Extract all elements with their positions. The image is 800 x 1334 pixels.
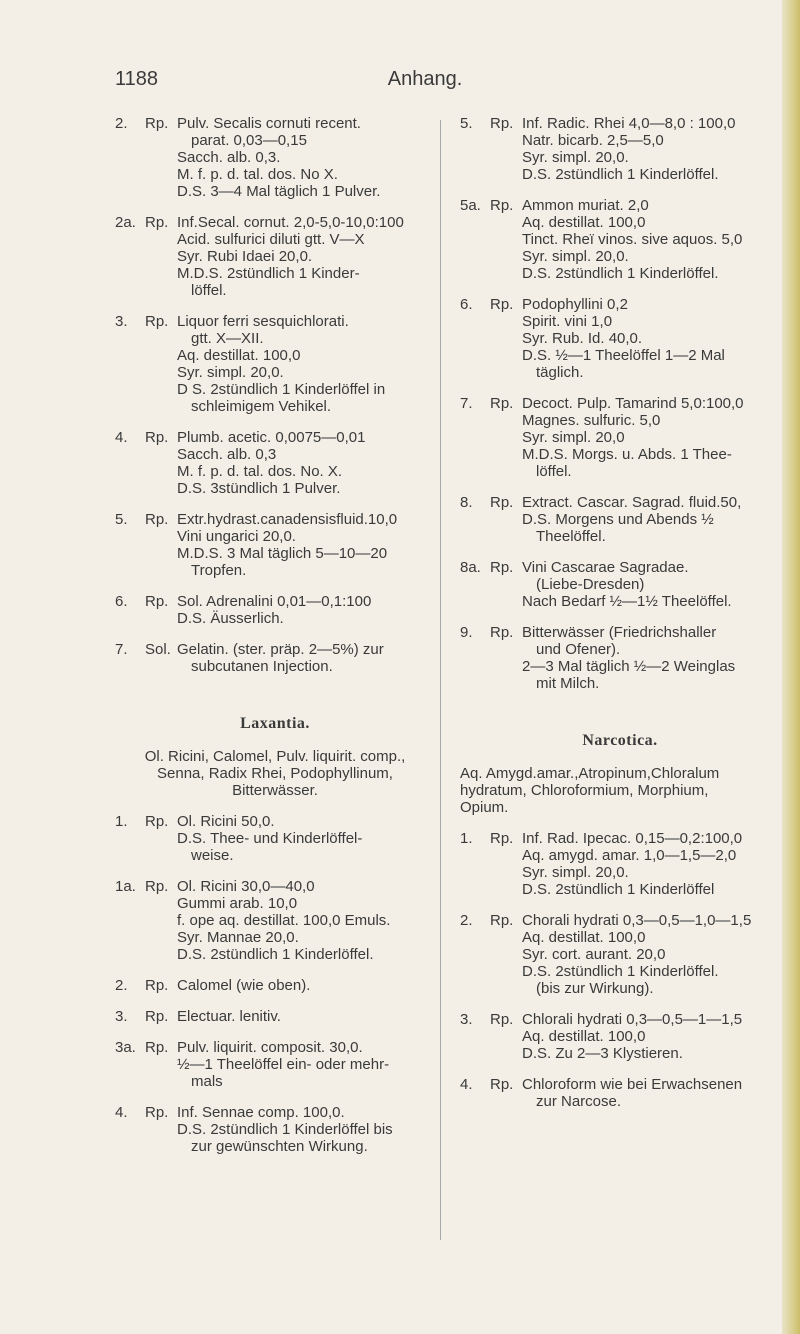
prescription-line: (bis zur Wirkung). — [536, 980, 654, 997]
prescription-number: 5. — [460, 115, 473, 132]
prescription-line: Inf. Radic. Rhei 4,0—8,0 : 100,0 — [522, 115, 736, 132]
prescription — [460, 296, 780, 381]
prescription-line: Gummi arab. 10,0 — [177, 895, 298, 912]
prescription-line: täglich. — [536, 364, 584, 381]
prescription — [115, 214, 435, 299]
running-head: Anhang. — [387, 68, 463, 90]
prescription-rp: Rp. — [145, 511, 169, 528]
prescription-line: Syr. simpl. 20,0. — [522, 149, 629, 166]
prescription-line: mit Milch. — [536, 675, 600, 692]
prescription-line: Syr. Mannae 20,0. — [177, 929, 299, 946]
prescription-number: 8a. — [460, 559, 481, 576]
prescription-number: 1. — [460, 830, 473, 847]
prescription — [115, 115, 435, 200]
prescription — [460, 494, 780, 545]
prescription-line: Ol. Ricini 30,0—40,0 — [177, 878, 315, 895]
prescription-rp: Rp. — [490, 197, 514, 214]
prescription-line: Pulv. liquirit. composit. 30,0. — [177, 1039, 363, 1056]
prescription-number: 6. — [460, 296, 473, 313]
prescription — [460, 559, 780, 610]
prescription — [115, 813, 435, 864]
prescription-line: Calomel (wie oben). — [177, 977, 311, 994]
column-divider — [440, 120, 441, 1240]
prescription-line: Liquor ferri sesquichlorati. — [177, 313, 349, 330]
prescription-rp: Sol. — [145, 641, 171, 658]
right-prescriptions-bottom — [460, 830, 780, 1110]
prescription-number: 6. — [115, 593, 128, 610]
prescription-rp: Rp. — [490, 395, 514, 412]
prescription-line: Bitterwässer (Friedrichshaller — [522, 624, 717, 641]
prescription-line: Sol. Adrenalini 0,01—0,1:100 — [177, 593, 372, 610]
prescription-line: Acid. sulfurici diluti gtt. V—X — [177, 231, 365, 248]
prescription-rp: Rp. — [145, 1104, 169, 1121]
prescription-line: Natr. bicarb. 2,5—5,0 — [522, 132, 664, 149]
prescription-number: 3. — [460, 1011, 473, 1028]
prescription-line: Extract. Cascar. Sagrad. fluid.50, — [522, 494, 742, 511]
prescription-line: D.S. 2stündlich 1 Kinderlöffel. — [177, 946, 374, 963]
prescription — [460, 912, 780, 997]
prescription — [115, 1104, 435, 1155]
prescription — [115, 593, 435, 627]
intro-line: Aq. Amygd.amar.,Atropinum,Chloralum — [460, 765, 720, 782]
prescription-line: Theelöffel. — [536, 528, 606, 545]
prescription-line: Syr. Rub. Id. 40,0. — [522, 330, 643, 347]
prescription — [115, 1039, 435, 1090]
prescription-number: 4. — [115, 1104, 128, 1121]
prescription-line: Chloroform wie bei Erwachsenen — [522, 1076, 743, 1093]
prescription-line: Decoct. Pulp. Tamarind 5,0:100,0 — [522, 395, 744, 412]
prescription — [460, 1076, 780, 1110]
prescription-rp: Rp. — [490, 494, 514, 511]
prescription-line: Chlorali hydrati 0,3—0,5—1—1,5 — [522, 1011, 743, 1028]
prescription-line: D.S. 3—4 Mal täglich 1 Pulver. — [177, 183, 381, 200]
prescription-number: 2. — [460, 912, 473, 929]
prescription-rp: Rp. — [145, 593, 169, 610]
prescription-line: Syr. simpl. 20,0. — [177, 364, 284, 381]
prescription-line: D.S. 2stündlich 1 Kinderlöffel bis — [177, 1121, 393, 1138]
prescription-line: D.S. 2stündlich 1 Kinderlöffel. — [522, 963, 719, 980]
right-prescriptions-top — [460, 115, 780, 692]
prescription-number: 7. — [460, 395, 473, 412]
intro-line: Opium. — [460, 799, 509, 816]
prescription-number: 3. — [115, 313, 128, 330]
prescription-line: Inf. Sennae comp. 100,0. — [177, 1104, 345, 1121]
prescription-line: M. f. p. d. tal. dos. No X. — [177, 166, 338, 183]
prescription-line: Inf.Secal. cornut. 2,0-5,0-10,0:100 — [177, 214, 404, 231]
prescription — [115, 511, 435, 579]
right-column — [460, 115, 780, 1124]
prescription-line: Syr. Rubi Idaei 20,0. — [177, 248, 313, 265]
prescription-line: Tinct. Rheï vinos. sive aquos. 5,0 — [522, 231, 743, 248]
prescription-line: Magnes. sulfuric. 5,0 — [522, 412, 661, 429]
left-column — [115, 115, 435, 1169]
prescription-line: M. f. p. d. tal. dos. No. X. — [177, 463, 343, 480]
prescription-line: M.D.S. Morgs. u. Abds. 1 Thee- — [522, 446, 732, 463]
prescription-line: subcutanen Injection. — [191, 658, 333, 675]
intro-line: Senna, Radix Rhei, Podophyllinum, — [157, 765, 393, 782]
prescription-number: 3. — [115, 1008, 128, 1025]
prescription-rp: Rp. — [490, 830, 514, 847]
prescription-line: Podophyllini 0,2 — [522, 296, 628, 313]
prescription-number: 2. — [115, 115, 128, 132]
page-header — [115, 68, 775, 94]
prescription-line: D.S. Zu 2—3 Klystieren. — [522, 1045, 683, 1062]
prescription-line: Plumb. acetic. 0,0075—0,01 — [177, 429, 366, 446]
prescription-number: 4. — [460, 1076, 473, 1093]
prescription-number: 5a. — [460, 197, 481, 214]
prescription-line: M.D.S. 3 Mal täglich 5—10—20 — [177, 545, 388, 562]
prescription-line: Extr.hydrast.canadensisfluid.10,0 — [177, 511, 398, 528]
prescription — [460, 197, 780, 282]
intro-line: Ol. Ricini, Calomel, Pulv. liquirit. comp., — [144, 748, 406, 765]
prescription-line: zur Narcose. — [536, 1093, 622, 1110]
prescription-line: Aq. destillat. 100,0 — [522, 929, 646, 946]
prescription-rp: Rp. — [490, 624, 514, 641]
prescription-line: löffel. — [191, 282, 227, 299]
prescription — [460, 395, 780, 480]
prescription-number: 9. — [460, 624, 473, 641]
prescription-number: 8. — [460, 494, 473, 511]
prescription-rp: Rp. — [145, 115, 169, 132]
prescription-line: Sacch. alb. 0,3 — [177, 446, 277, 463]
prescription-line: zur gewünschten Wirkung. — [191, 1138, 368, 1155]
prescription-line: 2—3 Mal täglich ½—2 Weinglas — [522, 658, 736, 675]
narcotica-intro — [460, 765, 780, 816]
prescription-line: parat. 0,03—0,15 — [191, 132, 307, 149]
prescription-line: D.S. Morgens und Abends ½ — [522, 511, 714, 528]
prescription-number: 2a. — [115, 214, 136, 231]
prescription-rp: Rp. — [490, 1076, 514, 1093]
prescription-line: Ol. Ricini 50,0. — [177, 813, 275, 830]
prescription-line: Syr. cort. aurant. 20,0 — [522, 946, 666, 963]
prescription-line: Vini Cascarae Sagradae. — [522, 559, 689, 576]
prescription-line: Aq. amygd. amar. 1,0—1,5—2,0 — [522, 847, 737, 864]
prescription-number: 1a. — [115, 878, 136, 895]
prescription-rp: Rp. — [145, 813, 169, 830]
prescription-rp: Rp. — [490, 1011, 514, 1028]
prescription-rp: Rp. — [145, 429, 169, 446]
prescription — [460, 624, 780, 692]
prescription-line: und Ofener). — [536, 641, 621, 658]
prescription-line: D.S. 3stündlich 1 Pulver. — [177, 480, 341, 497]
prescription-line: Chorali hydrati 0,3—0,5—1,0—1,5 — [522, 912, 752, 929]
prescription-rp: Rp. — [145, 878, 169, 895]
prescription-line: D.S. 2stündlich 1 Kinderlöffel — [522, 881, 715, 898]
prescription-line: Tropfen. — [191, 562, 247, 579]
left-prescriptions-top — [115, 115, 435, 675]
prescription-line: D.S. Äusserlich. — [177, 610, 284, 627]
prescription-line: D.S. Thee- und Kinderlöffel- — [177, 830, 363, 847]
prescription — [460, 1011, 780, 1062]
prescription-line: Aq. destillat. 100,0 — [522, 1028, 646, 1045]
prescription-line: D S. 2stündlich 1 Kinderlöffel in — [177, 381, 386, 398]
prescription-line: löffel. — [536, 463, 572, 480]
prescription-line: Pulv. Secalis cornuti recent. — [177, 115, 361, 132]
prescription-rp: Rp. — [490, 296, 514, 313]
prescription-line: Ammon muriat. 2,0 — [522, 197, 649, 214]
prescription-rp: Rp. — [490, 559, 514, 576]
prescription-line: Syr. simpl. 20,0. — [522, 248, 629, 265]
prescription-number: 2. — [115, 977, 128, 994]
prescription-line: Syr. simpl. 20,0. — [522, 864, 629, 881]
prescription — [115, 878, 435, 963]
prescription-line: mals — [191, 1073, 223, 1090]
section-title-laxantia: Laxantia. — [240, 715, 310, 732]
prescription-line: Inf. Rad. Ipecac. 0,15—0,2:100,0 — [522, 830, 743, 847]
prescription-line: Sacch. alb. 0,3. — [177, 149, 281, 166]
prescription-line: M.D.S. 2stündlich 1 Kinder- — [177, 265, 360, 282]
prescription-number: 1. — [115, 813, 128, 830]
prescription-number: 7. — [115, 641, 128, 658]
prescription-line: D.S. ½—1 Theelöffel 1—2 Mal — [522, 347, 725, 364]
prescription — [115, 977, 435, 994]
page-edge — [782, 0, 800, 1334]
prescription-line: (Liebe-Dresden) — [536, 576, 645, 593]
prescription-rp: Rp. — [145, 1039, 169, 1056]
prescription-rp: Rp. — [145, 1008, 169, 1025]
prescription — [115, 1008, 435, 1025]
prescription — [115, 429, 435, 497]
prescription — [460, 115, 780, 183]
prescription — [460, 830, 780, 898]
prescription-line: gtt. X—XII. — [191, 330, 264, 347]
prescription-rp: Rp. — [145, 977, 169, 994]
prescription-line: Aq. destillat. 100,0 — [177, 347, 301, 364]
prescription-line: D.S. 2stündlich 1 Kinderlöffel. — [522, 265, 719, 282]
prescription-number: 5. — [115, 511, 128, 528]
prescription-line: Nach Bedarf ½—1½ Theelöffel. — [522, 593, 732, 610]
left-prescriptions-bottom — [115, 813, 435, 1155]
intro-line: hydratum, Chloroformium, Morphium, — [460, 782, 709, 799]
prescription-line: D.S. 2stündlich 1 Kinderlöffel. — [522, 166, 719, 183]
laxantia-intro — [115, 748, 435, 799]
prescription — [115, 641, 435, 675]
prescription-line: ½—1 Theelöffel ein- oder mehr- — [177, 1056, 390, 1073]
prescription-line: Electuar. lenitiv. — [177, 1008, 281, 1025]
prescription-rp: Rp. — [490, 115, 514, 132]
page-number: 1188 — [115, 68, 159, 90]
prescription — [115, 313, 435, 415]
prescription-line: Syr. simpl. 20,0 — [522, 429, 625, 446]
intro-line: Bitterwässer. — [232, 782, 318, 799]
prescription-line: Spirit. vini 1,0 — [522, 313, 613, 330]
prescription-rp: Rp. — [145, 214, 169, 231]
prescription-line: Vini ungarici 20,0. — [177, 528, 296, 545]
prescription-number: 3a. — [115, 1039, 136, 1056]
prescription-rp: Rp. — [145, 313, 169, 330]
prescription-line: Aq. destillat. 100,0 — [522, 214, 646, 231]
prescription-line: Gelatin. (ster. präp. 2—5%) zur — [177, 641, 384, 658]
section-title-narcotica: Narcotica. — [582, 732, 658, 749]
prescription-line: weise. — [191, 847, 234, 864]
prescription-rp: Rp. — [490, 912, 514, 929]
prescription-line: schleimigem Vehikel. — [191, 398, 332, 415]
prescription-number: 4. — [115, 429, 128, 446]
prescription-line: f. ope aq. destillat. 100,0 Emuls. — [177, 912, 391, 929]
